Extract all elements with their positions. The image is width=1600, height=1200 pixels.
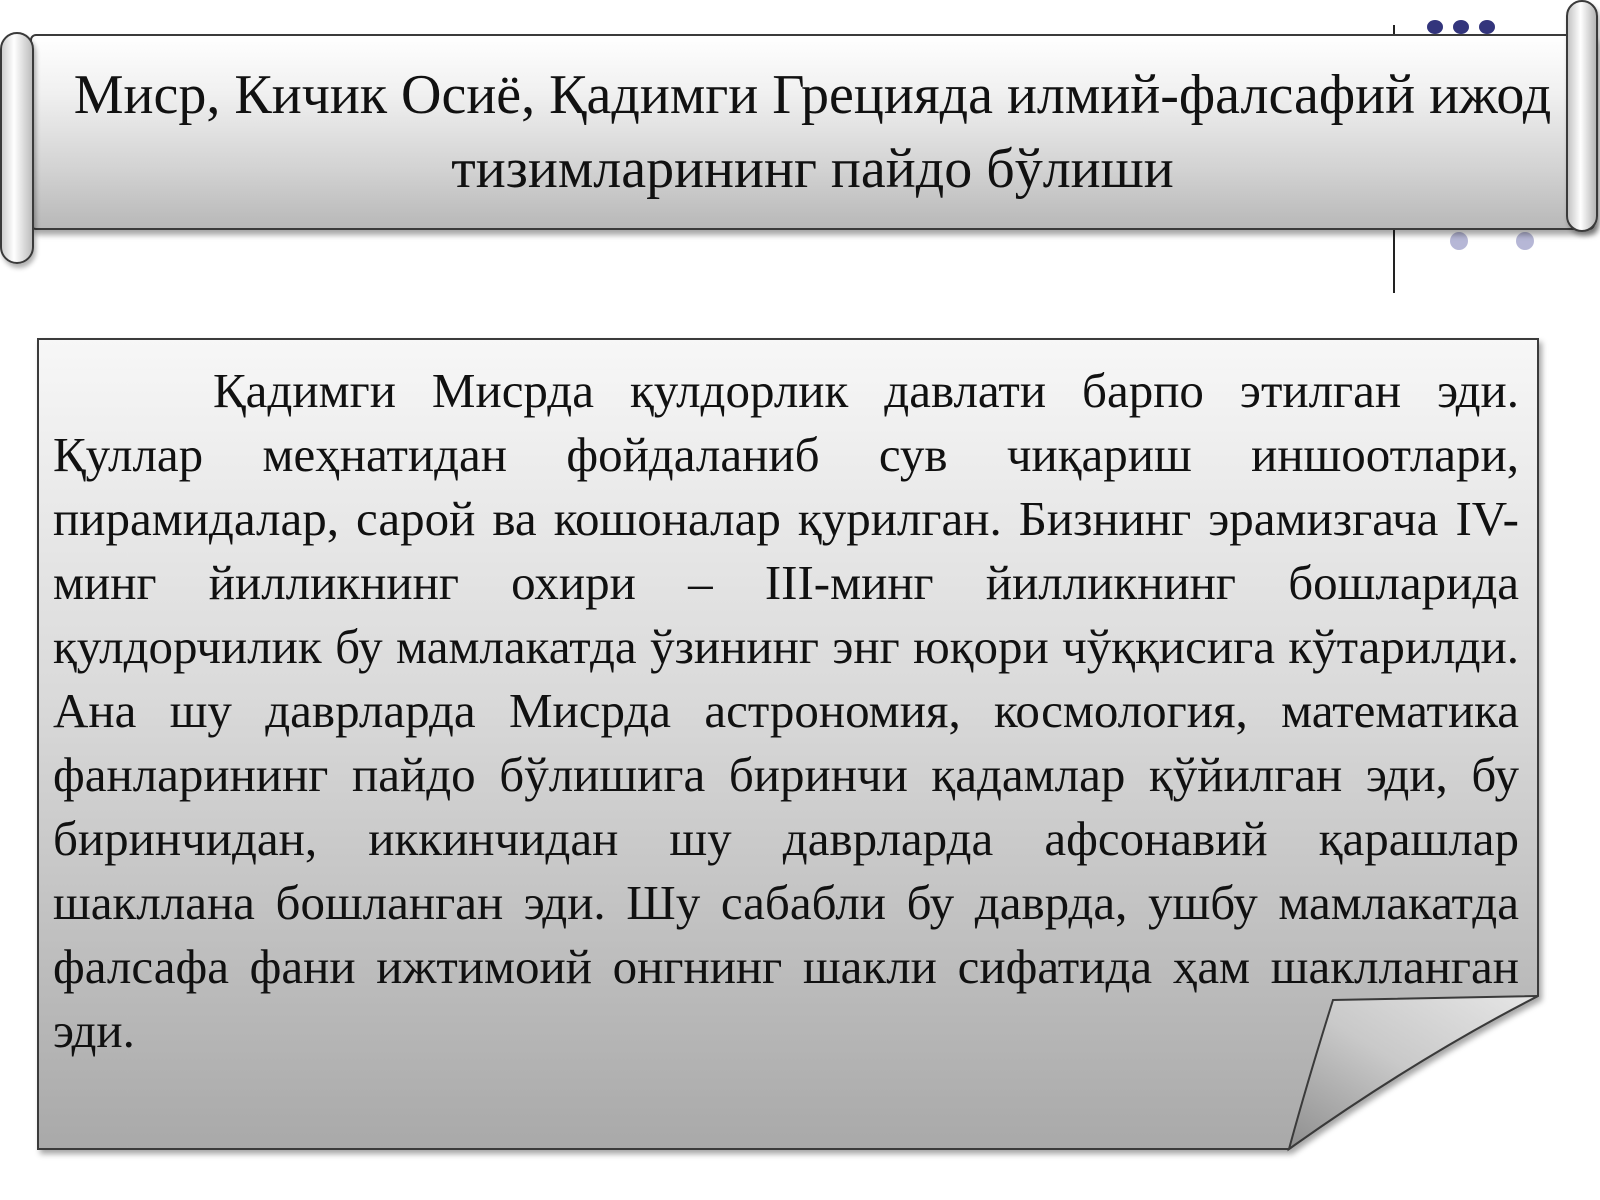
decorative-dot — [1450, 232, 1468, 250]
scroll-roll-right — [1566, 0, 1598, 232]
body-paragraph: Қадимги Мисрда қулдорлик давлати барпо этилган эди. Қуллар меҳнатидан фойдаланиб сув чиқариш иншоотлари, пирамидалар, сарой ва кошоналар қурилган. Бизнинг эрамизгача IV-минг йилликнинг охири – III-минг йилликнинг бошларида қулдорчилик бу мамлакатда ўзининг энг юқори чўққисига кўтарилди. Ана шу даврларда Мисрда астрономия, космология, математика фанларининг пайдо бўлишига биринчи қадамлар қўйилган эди, бу биринчидан, иккинчидан шу даврларда афсонавий қарашлар шакллана бошланган эди. Шу сабабли бу даврда, ушбу мамлакатда фалсафа фани ижтимоий онгнинг шакли сифатида ҳам шаклланган эди. — [53, 363, 1519, 1058]
decorative-dot — [1479, 20, 1495, 34]
scroll-roll-left — [0, 32, 34, 264]
decorative-dot — [1427, 20, 1443, 34]
page-title: Миср, Кичик Осиё, Қадимги Грецияда илмий-фалсафий ижод тизимларининг пайдо бўлиши — [73, 64, 1552, 200]
title-scroll-banner — [30, 34, 1595, 230]
decorative-dot — [1453, 20, 1469, 34]
decorative-dot — [1516, 232, 1534, 250]
text-paper-sheet — [37, 338, 1539, 1150]
